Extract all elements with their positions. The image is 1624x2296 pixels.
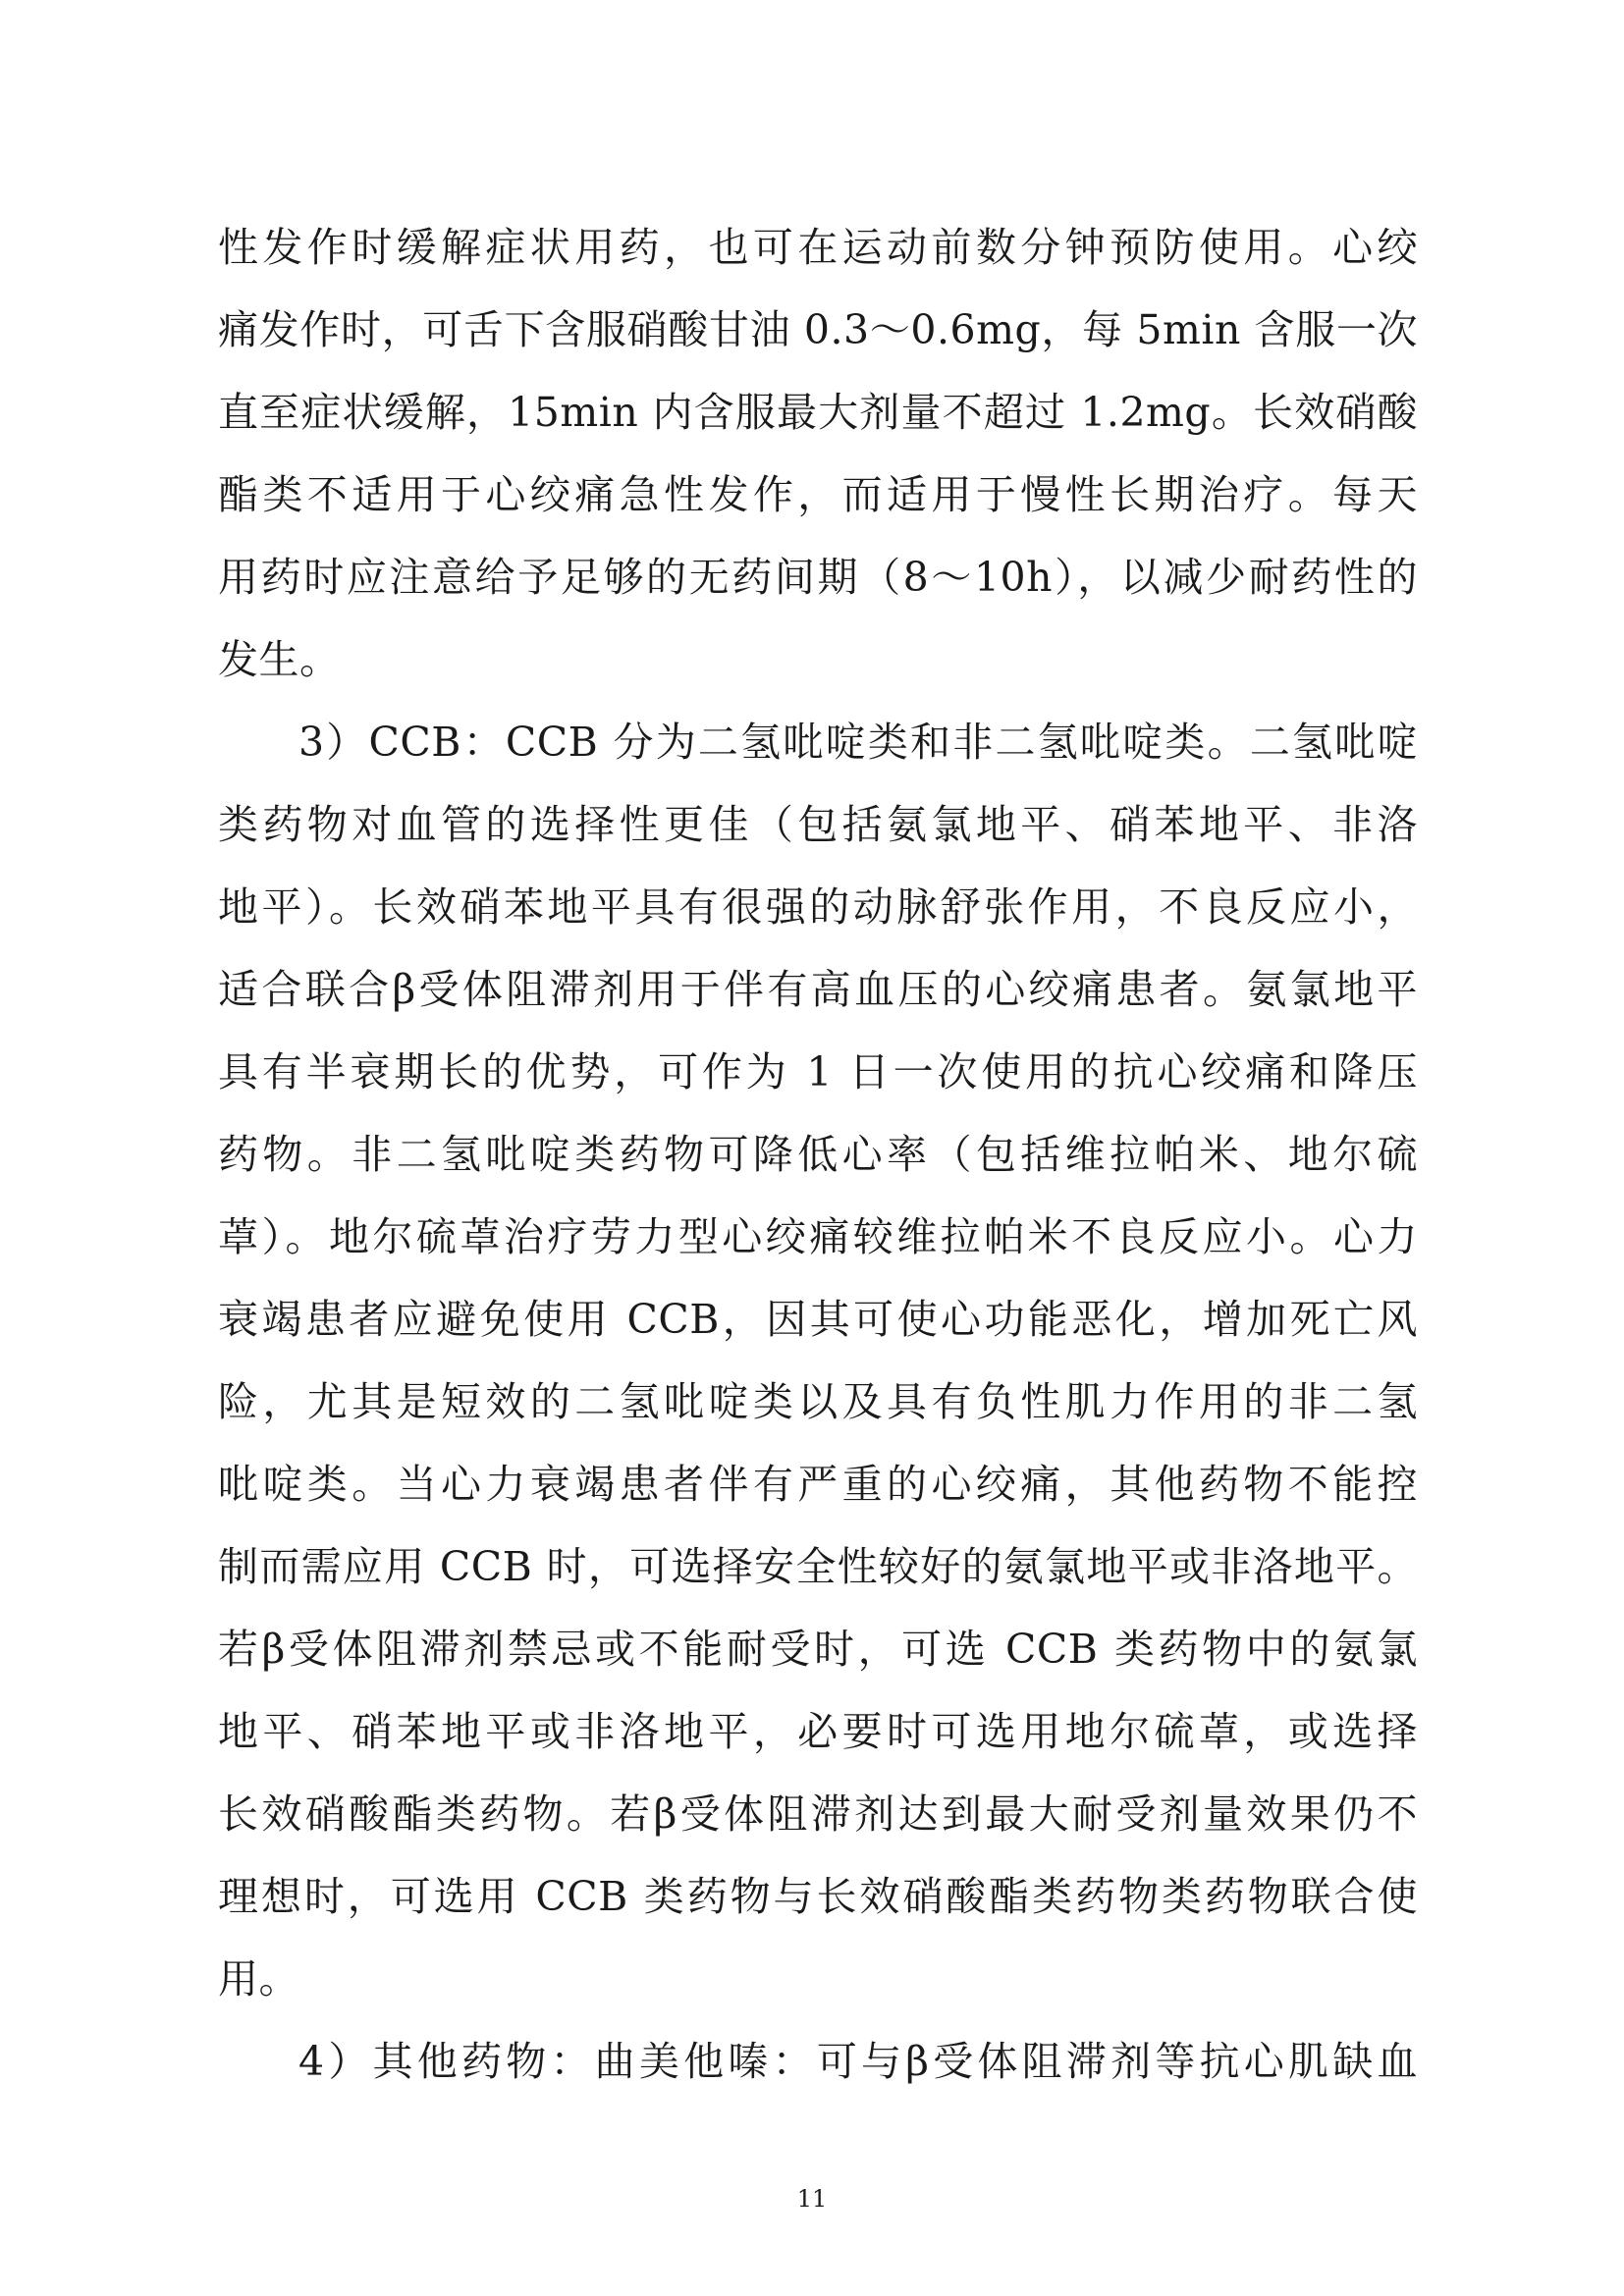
- text-line: 用药时应注意给予足够的无药间期（8～10h），以减少耐药性的: [218, 554, 1418, 601]
- text-line: 发生。: [218, 636, 341, 683]
- text-line: 酯类不适用于心绞痛急性发作，而适用于慢性长期治疗。每天: [218, 471, 1418, 518]
- text-line: 地平）。长效硝苯地平具有很强的动脉舒张作用，不良反应小，: [218, 883, 1418, 931]
- text-line: 吡啶类。当心力衰竭患者伴有严重的心绞痛，其他药物不能控: [218, 1461, 1418, 1508]
- text-line: 适合联合β受体阻滞剂用于伴有高血压的心绞痛患者。氨氯地平: [218, 966, 1418, 1013]
- text-line: 痛发作时，可舌下含服硝酸甘油 0.3～0.6mg，每 5min 含服一次: [218, 306, 1418, 353]
- text-line: 药物。非二氢吡啶类药物可降低心率（包括维拉帕米、地尔硫: [218, 1131, 1418, 1178]
- text-line: 直至症状缓解，15min 内含服最大剂量不超过 1.2mg。长效硝酸: [218, 389, 1418, 436]
- text-line: 类药物对血管的选择性更佳（包括氨氯地平、硝苯地平、非洛: [218, 801, 1418, 848]
- text-line: 衰竭患者应避免使用 CCB，因其可使心功能恶化，增加死亡风: [218, 1296, 1418, 1343]
- text-line: 若β受体阻滞剂禁忌或不能耐受时，可选 CCB 类药物中的氨氯: [218, 1626, 1418, 1673]
- text-line: 性发作时缓解症状用药，也可在运动前数分钟预防使用。心绞: [218, 224, 1418, 271]
- text-line: 理想时，可选用 CCB 类药物与长效硝酸酯类药物类药物联合使: [218, 1873, 1418, 1920]
- text-line: 䓬）。地尔硫䓬治疗劳力型心绞痛较维拉帕米不良反应小。心力: [218, 1213, 1418, 1260]
- text-line: 4）其他药物：曲美他嗪：可与β受体阻滞剂等抗心肌缺血: [298, 2038, 1418, 2085]
- text-line: 具有半衰期长的优势，可作为 1 日一次使用的抗心绞痛和降压: [218, 1048, 1418, 1095]
- text-line: 险，尤其是短效的二氢吡啶类以及具有负性肌力作用的非二氢: [218, 1378, 1418, 1425]
- text-line: 长效硝酸酯类药物。若β受体阻滞剂达到最大耐受剂量效果仍不: [218, 1790, 1418, 1838]
- text-line: 制而需应用 CCB 时，可选择安全性较好的氨氯地平或非洛地平。: [218, 1543, 1418, 1590]
- text-line: 3）CCB：CCB 分为二氢吡啶类和非二氢吡啶类。二氢吡啶: [298, 719, 1418, 766]
- page-number: 11: [796, 2185, 828, 2213]
- text-line: 用。: [218, 1955, 299, 2002]
- text-line: 地平、硝苯地平或非洛地平，必要时可选用地尔硫䓬，或选择: [218, 1708, 1418, 1755]
